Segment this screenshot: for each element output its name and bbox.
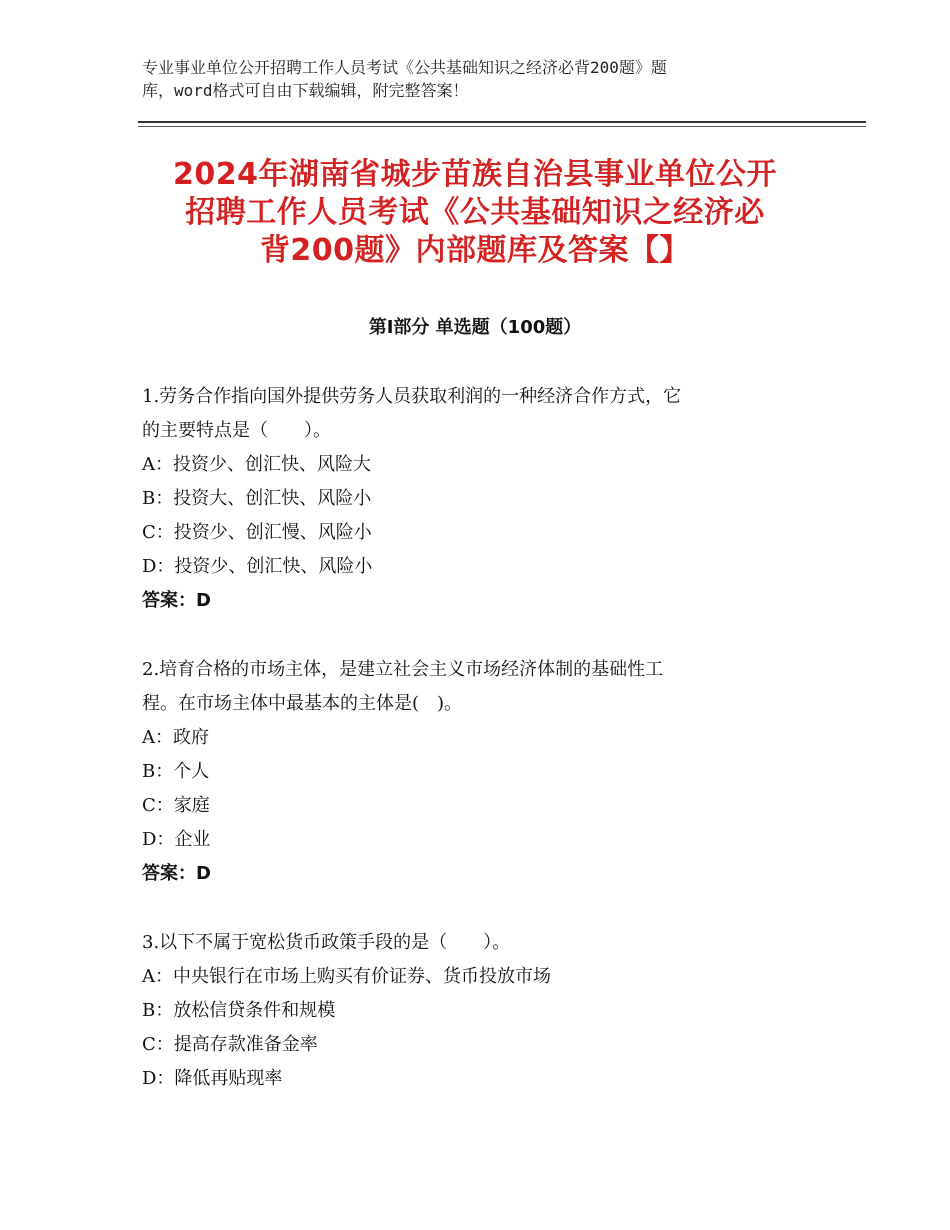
- title-line-3: 背200题》内部题库及答案【】: [259, 233, 691, 268]
- title-line-1: 2024年湖南省城步苗族自治县事业单位公开: [173, 157, 777, 192]
- answer: 答案：D: [142, 863, 211, 884]
- header-line-1: 专业事业单位公开招聘工作人员考试《公共基础知识之经济必背200题》题: [142, 58, 667, 77]
- option-b: B：放松信贷条件和规模: [142, 1000, 336, 1021]
- header-divider-thin: [138, 126, 866, 127]
- option-b: B：个人: [142, 761, 210, 782]
- option-a: A：投资少、创汇快、风险大: [142, 454, 371, 475]
- option-c: C：提高存款准备金率: [142, 1034, 318, 1055]
- question-stem: 3.以下不属于宽松货币政策手段的是（ ）。: [142, 932, 511, 953]
- question-stem: 2.培育合格的市场主体，是建立社会主义市场经济体制的基础性工: [142, 659, 664, 680]
- answer: 答案：D: [142, 590, 211, 611]
- header-line-2: 库，word格式可自由下载编辑，附完整答案！: [142, 81, 469, 100]
- option-b: B：投资大、创汇快、风险小: [142, 488, 372, 509]
- option-c: C：家庭: [142, 795, 210, 816]
- option-a: A：政府: [142, 727, 209, 748]
- title-line-2: 招聘工作人员考试《公共基础知识之经济必: [185, 195, 765, 230]
- question-3: [142, 926, 802, 1096]
- page-header: [142, 56, 782, 102]
- header-divider: [138, 121, 866, 123]
- option-a: A：中央银行在市场上购买有价证券、货币投放市场: [142, 966, 551, 987]
- section-heading: 第Ⅰ部分 单选题（100题）: [368, 317, 582, 338]
- question-stem: 程。在市场主体中最基本的主体是( )。: [142, 693, 463, 714]
- question-1: [142, 380, 802, 618]
- option-c: C：投资少、创汇慢、风险小: [142, 522, 372, 543]
- question-stem: 1.劳务合作指向国外提供劳务人员获取利润的一种经济合作方式，它: [142, 386, 682, 407]
- question-stem: 的主要特点是（ ）。: [142, 420, 331, 441]
- option-d: D：降低再贴现率: [142, 1068, 283, 1089]
- option-d: D：投资少、创汇快、风险小: [142, 556, 373, 577]
- question-2: [142, 653, 802, 891]
- document-title: [120, 156, 830, 270]
- option-d: D：企业: [142, 829, 211, 850]
